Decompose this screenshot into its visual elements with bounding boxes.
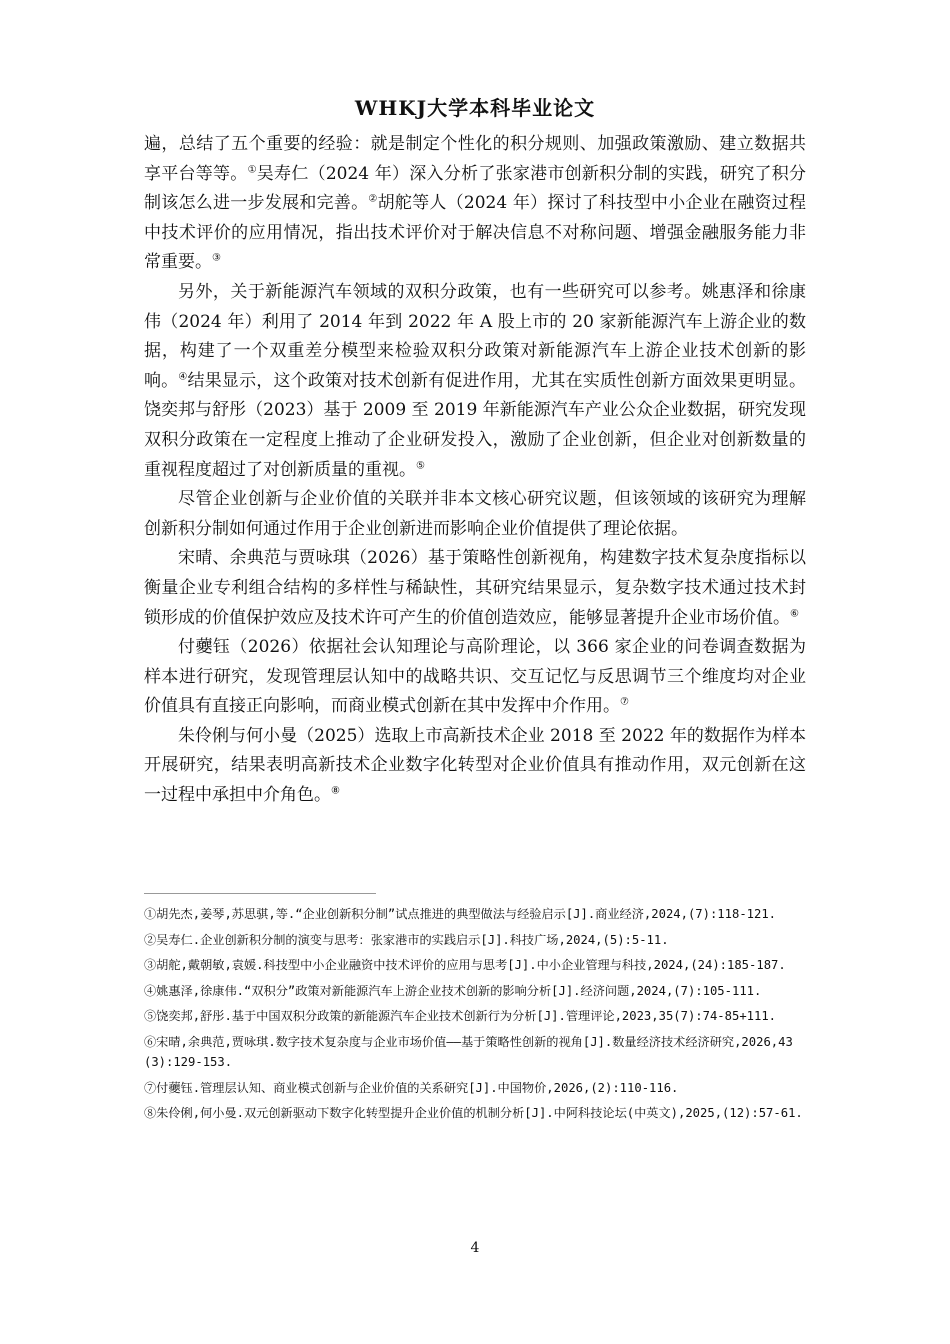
paragraph-text: 付虁钰（2026）依据社会认知理论与高阶理论，以 366 家企业的问卷调查数据为样本进行研究，发现管理层认知中的战略共识、交互记忆与反思调节三个维度均对企业价值具有直接正向影响，而商业模式创新在其中发挥中介作用。	[144, 637, 806, 717]
footnote-ref: ⑤	[416, 459, 425, 471]
paragraph-text: 朱伶俐与何小曼（2025）选取上市高新技术企业 2018 至 2022 年的数据作为样本开展研究，结果表明高新技术企业数字化转型对企业价值具有推动作用，双元创新在这一过程中承担中介角色。	[144, 725, 806, 806]
footnote: ⑥宋晴,余典范,贾咏琪.数字技术复杂度与企业市场价值——基于策略性创新的视角[J].数量经济技术经济研究,2026,43(3):129-153.	[144, 1034, 793, 1069]
footnote: ⑤饶奕邦,舒彤.基于中国双积分政策的新能源汽车企业技术创新行为分析[J].管理评论,2023,35(7):74-85+111.	[144, 1009, 777, 1023]
footnote: ④姚惠泽,徐康伟.“双积分”政策对新能源汽车上游企业技术创新的影响分析[J].经济问题,2024,(7):105-111.	[144, 983, 762, 998]
paragraph	[144, 633, 806, 722]
paragraph-text: 胡舵等人（2024 年）探讨了科技型中小企业在融资过程中技术评价的应用情况，指出技术评价对于解决信息不对称问题、增强金融服务能力非常重要。	[144, 193, 807, 273]
footnote: ⑦付虁钰.管理层认知、商业模式创新与企业价值的关系研究[J].中国物价,2026,(2):110-116.	[144, 1080, 679, 1095]
page-header-title: WHKJ大学本科毕业论文	[354, 96, 596, 120]
paragraph	[144, 278, 806, 485]
footnotes	[144, 904, 806, 1129]
paragraph	[144, 130, 806, 278]
footnote-ref: ②	[368, 193, 378, 205]
paragraph	[144, 544, 806, 633]
footnote: ⑧朱伶俐,何小曼.双元创新驱动下数字化转型提升企业价值的机制分析[J].中阿科技论坛(中英文),2025,(12):57-61.	[144, 1106, 803, 1120]
footnote-ref: ④	[178, 371, 188, 383]
paragraph-text: 另外，关于新能源汽车领域的双积分政策，也有一些研究可以参考。姚惠泽和徐康伟（2024 年）利用了 2014 年到 2022 年 A 股上市的 20 家新能源汽车上游企业的数据，构建了一个双重差分模型来检验双积分政策对新能源汽车上游企业技术创新的影响。	[144, 281, 806, 391]
paragraph	[144, 722, 806, 811]
footnote: ①胡先杰,姜琴,苏思骐,等.“企业创新积分制”试点推进的典型做法与经验启示[J].商业经济,2024,(7):118-121.	[144, 907, 777, 921]
footnote-divider	[144, 893, 376, 894]
footnote-ref: ⑧	[331, 785, 340, 797]
paragraph-text: 吴寿仁（2024 年）深入分析了张家港市创新积分制的实践，研究了积分制该怎么进一步发展和完善。	[144, 163, 807, 214]
footnote-ref: ⑦	[620, 696, 629, 708]
paragraph	[144, 485, 806, 544]
paragraph-text: 尽管企业创新与企业价值的关联并非本文核心研究议题，但该领域的该研究为理解创新积分制如何通过作用于企业创新进而影响企业价值提供了理论依据。	[144, 489, 806, 539]
page-number: 4	[470, 1240, 480, 1256]
footnote-ref: ①	[247, 163, 257, 175]
paragraph-text: 结果显示，这个政策对技术创新有促进作用，尤其在实质性创新方面效果更明显。饶奕邦与舒彤（2023）基于 2009 至 2019 年新能源汽车产业公众企业数据，研究发现双积分政策在一定程度上推动了企业研发投入，激励了企业创新，但企业对创新数量的重视程度超过了对创新质量的重视。	[144, 370, 807, 480]
paragraph-text: 遍，总结了五个重要的经验：就是制定个性化的积分规则、加强政策激励、建立数据共享平台等等。	[144, 134, 806, 184]
footnote: ③胡舵,戴朝敏,袁媛.科技型中小企业融资中技术评价的应用与思考[J].中小企业管理与科技,2024,(24):185-187.	[144, 958, 786, 972]
footnote-ref: ⑥	[790, 607, 799, 619]
body-text	[144, 130, 806, 811]
paragraph-text: 宋晴、余典范与贾咏琪（2026）基于策略性创新视角，构建数字技术复杂度指标以衡量企业专利组合结构的多样性与稀缺性，其研究结果显示，复杂数字技术通过技术封锁形成的价值保护效应及技术许可产生的价值创造效应，能够显著提升企业市场价值。	[144, 548, 806, 628]
footnote: ②吴寿仁.企业创新积分制的演变与思考：张家港市的实践启示[J].科技广场,2024,(5):5-11.	[144, 932, 669, 947]
footnote-ref: ③	[212, 252, 221, 264]
